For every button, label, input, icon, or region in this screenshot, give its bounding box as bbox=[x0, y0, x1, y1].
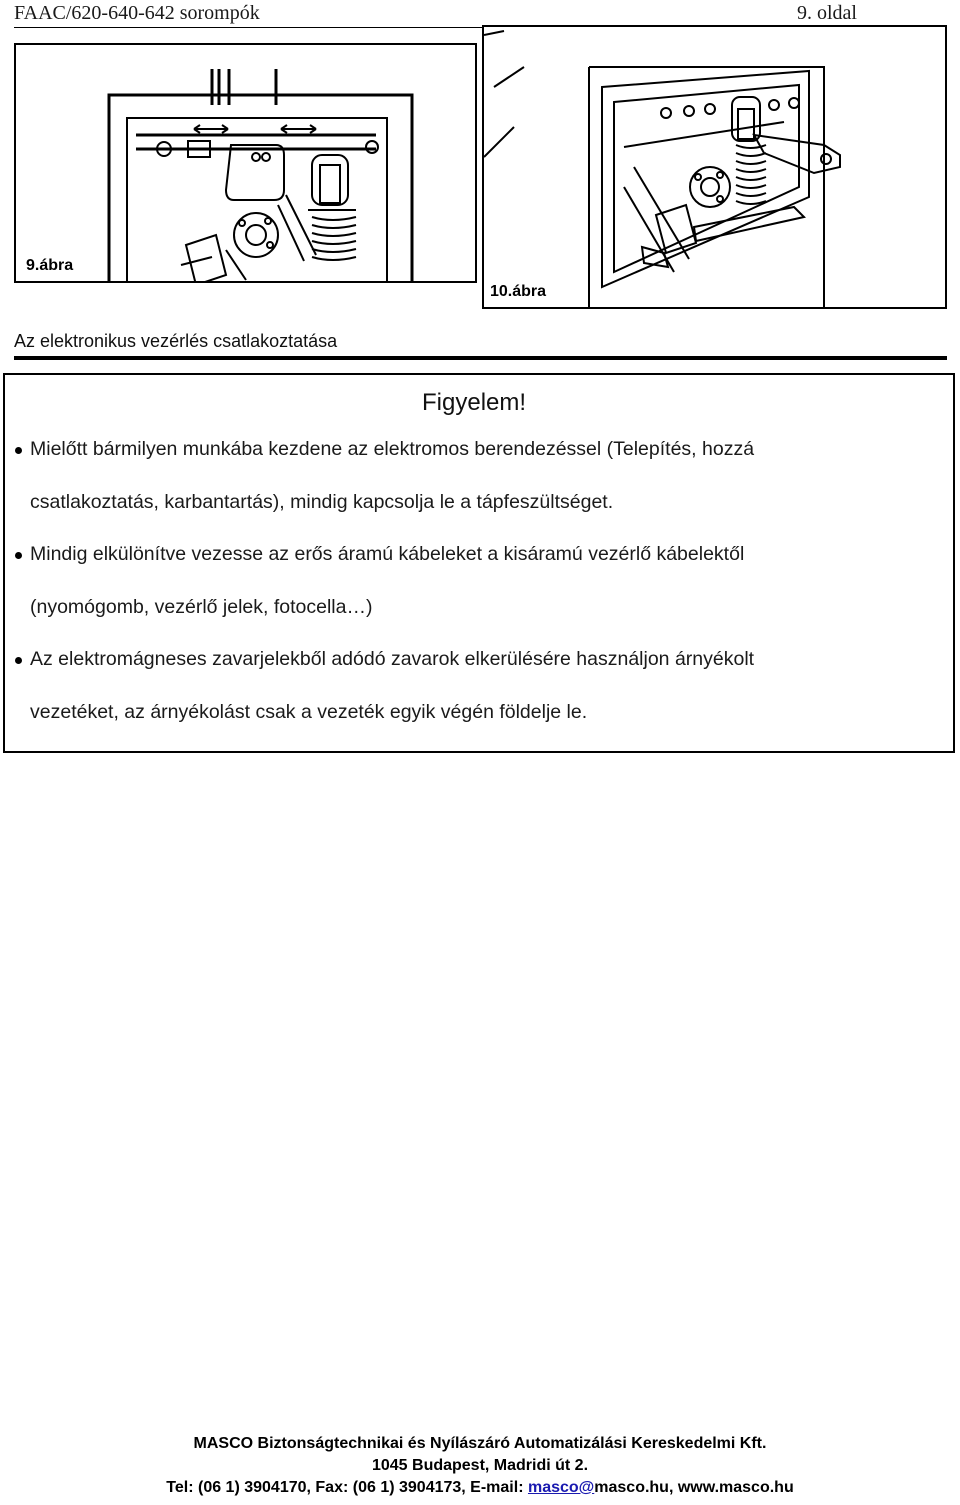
section-title: Az elektronikus vezérlés csatlakoztatása bbox=[14, 331, 338, 351]
footer-contact bbox=[0, 1479, 960, 1497]
figure-9 bbox=[14, 43, 477, 283]
header-page-number: 9. oldal bbox=[797, 2, 857, 24]
warning-line: Mindig elkülönítve vezesse az erős áramú kábeleket a kisáramú vezérlő kábelektől bbox=[30, 543, 745, 565]
warning-line: vezetéket, az árnyékolást csak a vezeték egyik végén földelje le. bbox=[30, 701, 588, 723]
header-title: FAAC/620-640-642 sorompók bbox=[14, 2, 260, 24]
figure-10 bbox=[482, 25, 947, 309]
footer-address: 1045 Budapest, Madridi út 2. bbox=[371, 1457, 589, 1474]
section-rule bbox=[14, 356, 947, 360]
warning-line: Mielőtt bármilyen munkába kezdene az elektromos berendezéssel (Telepítés, hozzá bbox=[30, 438, 755, 460]
figure-9-label: 9.ábra bbox=[26, 257, 74, 274]
figure-9-drawing bbox=[16, 45, 475, 281]
warning-line: Az elektromágneses zavarjelekből adódó zavarok elkerülésére használjon árnyékolt bbox=[30, 648, 755, 670]
warning-title: Figyelem! bbox=[422, 389, 527, 416]
footer-email-link[interactable]: masco@ bbox=[527, 1479, 595, 1496]
warning-line: csatlakoztatás, karbantartás), mindig kapcsolja le a tápfeszültséget. bbox=[30, 491, 614, 513]
footer-contact-suffix: masco.hu, www.masco.hu bbox=[594, 1479, 794, 1496]
footer-contact-prefix: Tel: (06 1) 3904170, Fax: (06 1) 3904173, E-mail: bbox=[166, 1479, 528, 1496]
figure-10-drawing bbox=[484, 27, 945, 307]
bullet-icon bbox=[15, 447, 22, 454]
bullet-icon bbox=[15, 552, 22, 559]
warning-line: (nyomógomb, vezérlő jelek, fotocella…) bbox=[30, 596, 373, 618]
figure-10-label: 10.ábra bbox=[490, 283, 547, 300]
footer-company: MASCO Biztonságtechnikai és Nyílászáró Automatizálási Kereskedelmi Kft. bbox=[193, 1435, 767, 1452]
bullet-icon bbox=[15, 657, 22, 664]
